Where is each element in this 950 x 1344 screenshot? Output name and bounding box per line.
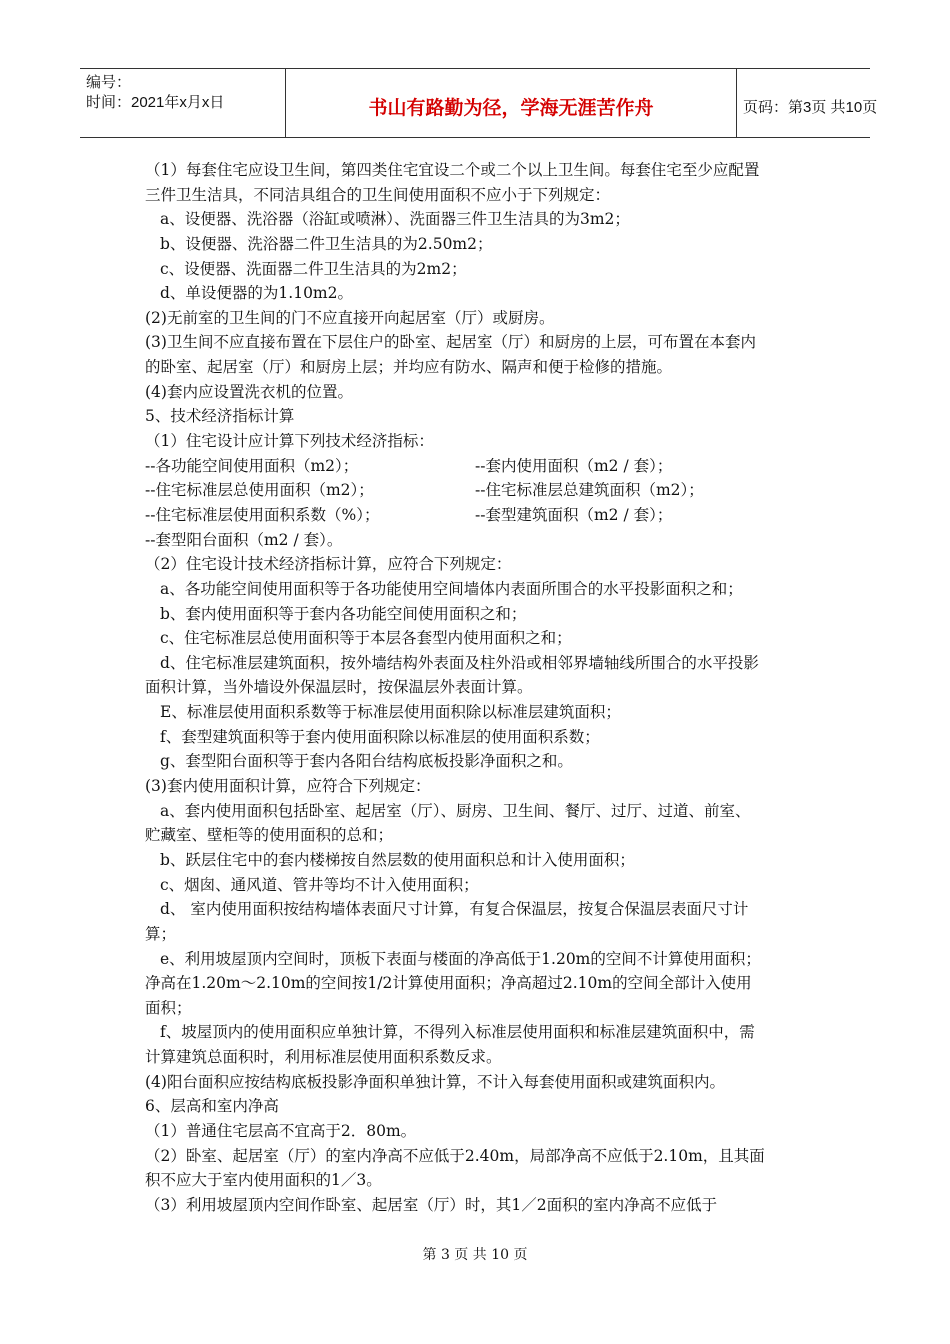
text-line: d、住宅标准层建筑面积，按外墙结构外表面及柱外沿或相邻界墙轴线所围合的水平投影	[160, 653, 759, 672]
text-line: b、设便器、洗浴器二件卫生洁具的为2.50m2；	[160, 234, 493, 253]
text-line: 面积；	[145, 998, 192, 1017]
text-line: (2)无前室的卫生间的门不应直接开向起居室（厅）或厨房。	[145, 308, 555, 327]
page-header	[80, 68, 878, 138]
text-line: (4)套内应设置洗衣机的位置。	[145, 382, 353, 401]
text-line: 净高在1.20m～2.10m的空间按1/2计算使用面积；净高超过2.10m的空间全部计入使用	[145, 974, 752, 993]
text-line: f、坡屋顶内的使用面积应单独计算，不得列入标准层使用面积和标准层建筑面积中，需	[160, 1023, 755, 1042]
header-motto: 书山有路勤为径，学海无涯苦作舟	[285, 69, 737, 137]
indicator-item: --套型建筑面积（m2 / 套）；	[475, 505, 673, 524]
text-line: （3）利用坡屋顶内空间作卧室、起居室（厅）时，其1／2面积的室内净高不应低于	[145, 1195, 718, 1214]
header-meta	[80, 69, 285, 137]
text-line: （2）住宅设计技术经济指标计算，应符合下列规定：	[145, 555, 512, 574]
header-page-number: 页码：第3页 共10页	[743, 98, 878, 116]
text-line: b、跃层住宅中的套内楼梯按自然层数的使用面积总和计入使用面积；	[160, 850, 635, 869]
text-line: （1）每套住宅应设卫生间，第四类住宅宜设二个或二个以上卫生间。每套住宅至少应配置	[145, 161, 760, 179]
text-line: （1）住宅设计应计算下列技术经济指标：	[145, 432, 434, 451]
indicator-item: --住宅标准层总建筑面积（m2）；	[475, 481, 704, 500]
text-line: c、住宅标准层总使用面积等于本层各套型内使用面积之和；	[160, 629, 572, 648]
text-line: 贮藏室、壁柜等的使用面积的总和；	[145, 826, 394, 845]
text-line: a、设便器、洗浴器（浴缸或喷淋）、洗面器三件卫生洁具的为3m2；	[160, 210, 630, 229]
text-line: E、标准层使用面积系数等于标准层使用面积除以标准层建筑面积；	[160, 703, 621, 722]
text-line: c、烟囱、通风道、管井等均不计入使用面积；	[160, 875, 479, 894]
text-line: a、套内使用面积包括卧室、起居室（厅）、厨房、卫生间、餐厅、过厅、过道、前室、	[160, 801, 751, 820]
section-heading: 5、技术经济指标计算	[145, 407, 295, 426]
indicator-item: --套型阳台面积（m2 / 套）。	[145, 530, 343, 549]
text-line: 的卧室、起居室（厅）和厨房上层；并均应有防水、隔声和便于检修的措施。	[145, 358, 673, 377]
text-line: e、利用坡屋顶内空间时，顶板下表面与楼面的净高低于1.20m的空间不计算使用面积；	[160, 949, 761, 968]
text-line: d、 室内使用面积按结构墙体表面尺寸计算，有复合保温层，按复合保温层表面尺寸计	[160, 900, 749, 919]
text-line: a、各功能空间使用面积等于各功能使用空间墙体内表面所围合的水平投影面积之和；	[160, 579, 743, 598]
section-heading: 6、层高和室内净高	[145, 1097, 279, 1116]
indicator-row	[145, 503, 807, 528]
text-line: 面积计算，当外墙设外保温层时，按保温层外表面计算。	[145, 678, 533, 697]
indicator-item: --住宅标准层使用面积系数（%）；	[145, 505, 380, 524]
indicator-item: --各功能空间使用面积（m2）；	[145, 456, 359, 475]
text-line: (4)阳台面积应按结构底板投影净面积单独计算，不计入每套使用面积或建筑面积内。	[145, 1072, 725, 1091]
text-line: (3)套内使用面积计算，应符合下列规定：	[145, 777, 431, 796]
text-line: 三件卫生洁具，不同洁具组合的卫生间使用面积不应小于下列规定：	[145, 185, 611, 204]
text-line: f、套型建筑面积等于套内使用面积除以标准层的使用面积系数；	[160, 727, 600, 746]
indicator-item: --套内使用面积（m2 / 套）；	[475, 456, 673, 475]
text-line: g、套型阳台面积等于套内各阳台结构底板投影净面积之和。	[160, 752, 573, 771]
text-line: c、设便器、洗面器二件卫生洁具的为2m2；	[160, 259, 467, 278]
text-line: d、单设便器的为1.10m2。	[160, 284, 353, 303]
document-body	[145, 158, 807, 1218]
text-line: b、套内使用面积等于套内各功能空间使用面积之和；	[160, 604, 527, 623]
text-line: （2）卧室、起居室（厅）的室内净高不应低于2.40m，局部净高不应低于2.10m，且其面	[145, 1146, 765, 1165]
indicator-row	[145, 478, 807, 503]
text-line: 积不应大于室内使用面积的1／3。	[145, 1171, 382, 1190]
indicator-item: --住宅标准层总使用面积（m2）；	[145, 481, 374, 500]
page-footer: 第 3 页 共 10 页	[422, 1247, 528, 1263]
doc-date-label: 时间：2021年x月x日	[86, 94, 225, 111]
text-line: (3)卫生间不应直接布置在下层住户的卧室、起居室（厅）和厨房的上层，可布置在本套内	[145, 333, 756, 352]
doc-number-label: 编号：	[86, 74, 132, 91]
text-line: （1）普通住宅层高不宜高于2．80m。	[145, 1121, 417, 1140]
indicator-row	[145, 454, 807, 479]
text-line: 算；	[145, 924, 177, 943]
text-line: 计算建筑总面积时，利用标准层使用面积系数反求。	[145, 1048, 502, 1067]
